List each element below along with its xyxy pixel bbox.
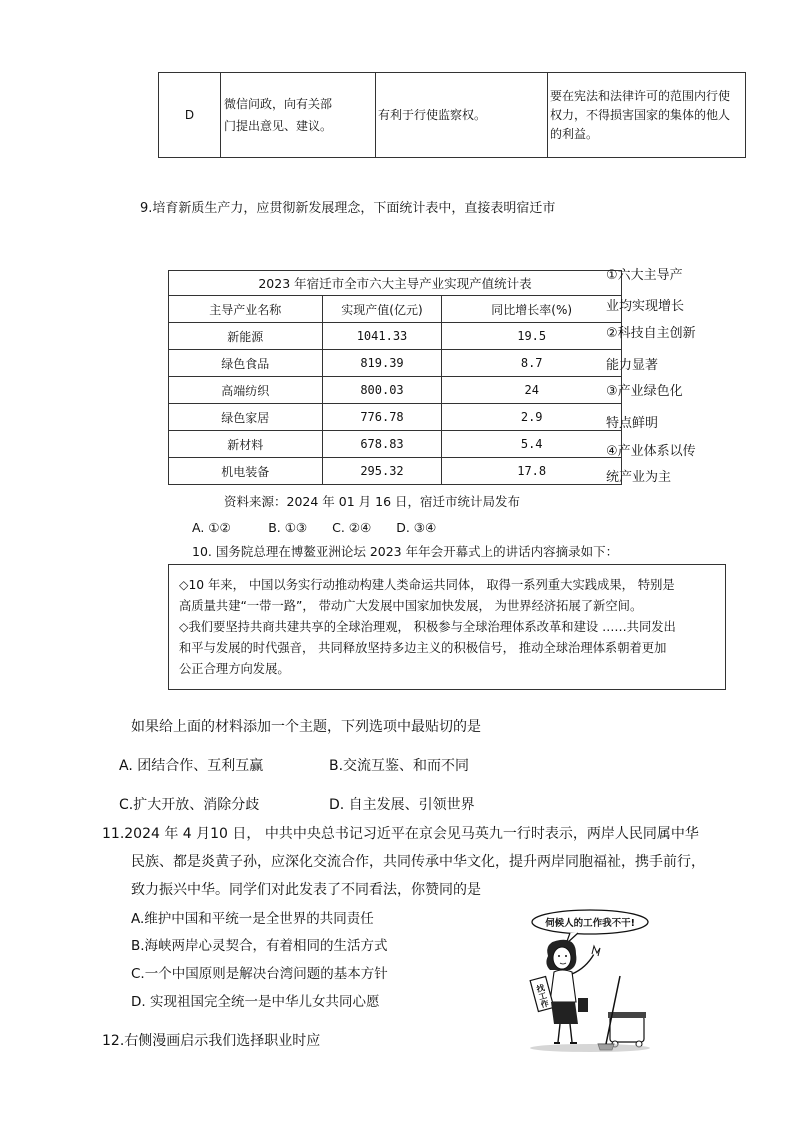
quote-line: ◇10 年来， 中国以务实行动推动构建人类命运共同体， 取得一系列重大实践成果， 特别是 [179,578,675,592]
growth-rate: 17.8 [442,458,622,485]
question-10-prompt: 如果给上面的材料添加一个主题，下列选项中最贴切的是 [131,719,481,735]
question-11-option-d: D. 实现祖国完全统一是中华儿女共同心愿 [131,994,380,1010]
question-10-option-c: C.扩大开放、消除分歧 [119,797,260,813]
question-11-stem-line: 11.2024 年 4 月10 日， 中共中央总书记习近平在京会见马英九一行时表示，两岸人民同属中华 [102,826,699,842]
action-cell [221,73,376,158]
growth-rate: 24 [442,377,622,404]
side-option-line: ③产业绿色化 [606,384,683,399]
industry-name: 新材料 [169,431,323,458]
growth-rate: 8.7 [442,350,622,377]
sign-text: 找工作 [535,983,550,1009]
output-value: 776.78 [322,404,442,431]
industry-name: 绿色食品 [169,350,323,377]
action-line: 门提出意见、建议。 [224,119,333,133]
growth-rate: 19.5 [442,323,622,350]
question-12-stem: 12.右侧漫画启示我们选择职业时应 [102,1033,321,1049]
column-header: 主导产业名称 [169,296,323,323]
requirement-line: 权力，不得损害国家的集体的他人 [550,107,731,122]
output-value: 295.32 [322,458,442,485]
industry-name: 绿色家居 [169,404,323,431]
table-row [169,323,622,350]
growth-rate: 5.4 [442,431,622,458]
output-value: 800.03 [322,377,442,404]
question-10-option-a: A. 团结合作、互利互赢 [119,758,264,774]
option-letter: D [159,73,221,158]
question-10-option-d: D. 自主发展、引领世界 [329,797,475,813]
requirement-line: 的利益。 [550,126,599,141]
question-11-stem-line: 民族、都是炎黄子孙，应深化交流合作，共同传承中华文化，提升两岸同胞福祉，携手前行， [131,854,705,870]
job-seeker-cartoon [520,906,660,1056]
column-header: 同比增长率(%) [442,296,622,323]
quote-line: 和平与发展的时代强音， 共同释放坚持多边主义的积极信号， 推动全球治理体系朝着更加 [179,641,667,655]
table-header-row [169,296,622,323]
question-10-option-b: B.交流互鉴、和而不同 [329,758,470,774]
table-row [169,431,622,458]
side-option-line: ②科技自主创新 [606,326,696,341]
output-value: 819.39 [322,350,442,377]
question-9-stem: 9.培育新质生产力，应贯彻新发展理念，下面统计表中，直接表明宿迁市 [140,201,556,216]
industry-name: 机电装备 [169,458,323,485]
question-11-option-b: B.海峡两岸心灵契合，有着相同的生活方式 [131,938,388,954]
quote-line: ◇我们要坚持共商共建共享的全球治理观， 积极参与全球治理体系改革和建设 ……共同发出 [179,620,676,634]
question-9-choices: A. ①② B. ①③ C. ②④ D. ③④ [192,520,437,535]
growth-rate: 2.9 [442,404,622,431]
output-value: 678.83 [322,431,442,458]
purpose-cell: 有利于行使监察权。 [376,73,548,158]
side-option-line: ④产业体系以传 [606,444,696,459]
side-option-line: 特点鲜明 [606,416,659,431]
table-row [169,377,622,404]
quote-line: 公正合理方向发展。 [179,662,290,676]
column-header: 实现产值(亿元) [322,296,442,323]
industry-name: 新能源 [169,323,323,350]
action-line: 微信问政，向有关部 [224,97,333,111]
speech-excerpt-box [168,564,726,690]
speech-text: 伺候人的工作我不干! [545,918,635,929]
side-option-line: 业均实现增长 [606,299,685,314]
industry-name: 高端纺织 [169,377,323,404]
table-row [169,350,622,377]
quote-line: 高质量共建“一带一路”， 带动广大发展中国家加快发展， 为世界经济拓展了新空间。 [179,599,643,613]
table-row [169,458,622,485]
requirement-line: 要在宪法和法律许可的范围内行使 [550,88,731,103]
question-11-stem-line: 致力振兴中华。同学们对此发表了不同看法，你赞同的是 [131,882,481,898]
table-source: 资料来源：2024 年 01 月 16 日，宿迁市统计局发布 [224,494,520,509]
question-11-option-a: A.维护中国和平统一是全世界的共同责任 [131,911,374,927]
side-option-line: 统产业为主 [606,470,672,485]
table-title: 2023 年宿迁市全市六大主导产业实现产值统计表 [169,271,622,296]
industry-output-table [168,270,622,485]
table-row [169,404,622,431]
side-option-line: 能力显著 [606,358,659,373]
cartoon-drawing [520,906,660,1056]
output-value: 1041.33 [322,323,442,350]
side-option-line: ①六大主导产 [606,268,683,283]
requirement-cell [548,73,746,158]
question-11-option-c: C.一个中国原则是解决台湾问题的基本方针 [131,966,388,982]
answer-table-row-d [158,72,746,158]
question-10-stem: 10. 国务院总理在博鳌亚洲论坛 2023 年年会开幕式上的讲话内容摘录如下： [192,544,619,559]
